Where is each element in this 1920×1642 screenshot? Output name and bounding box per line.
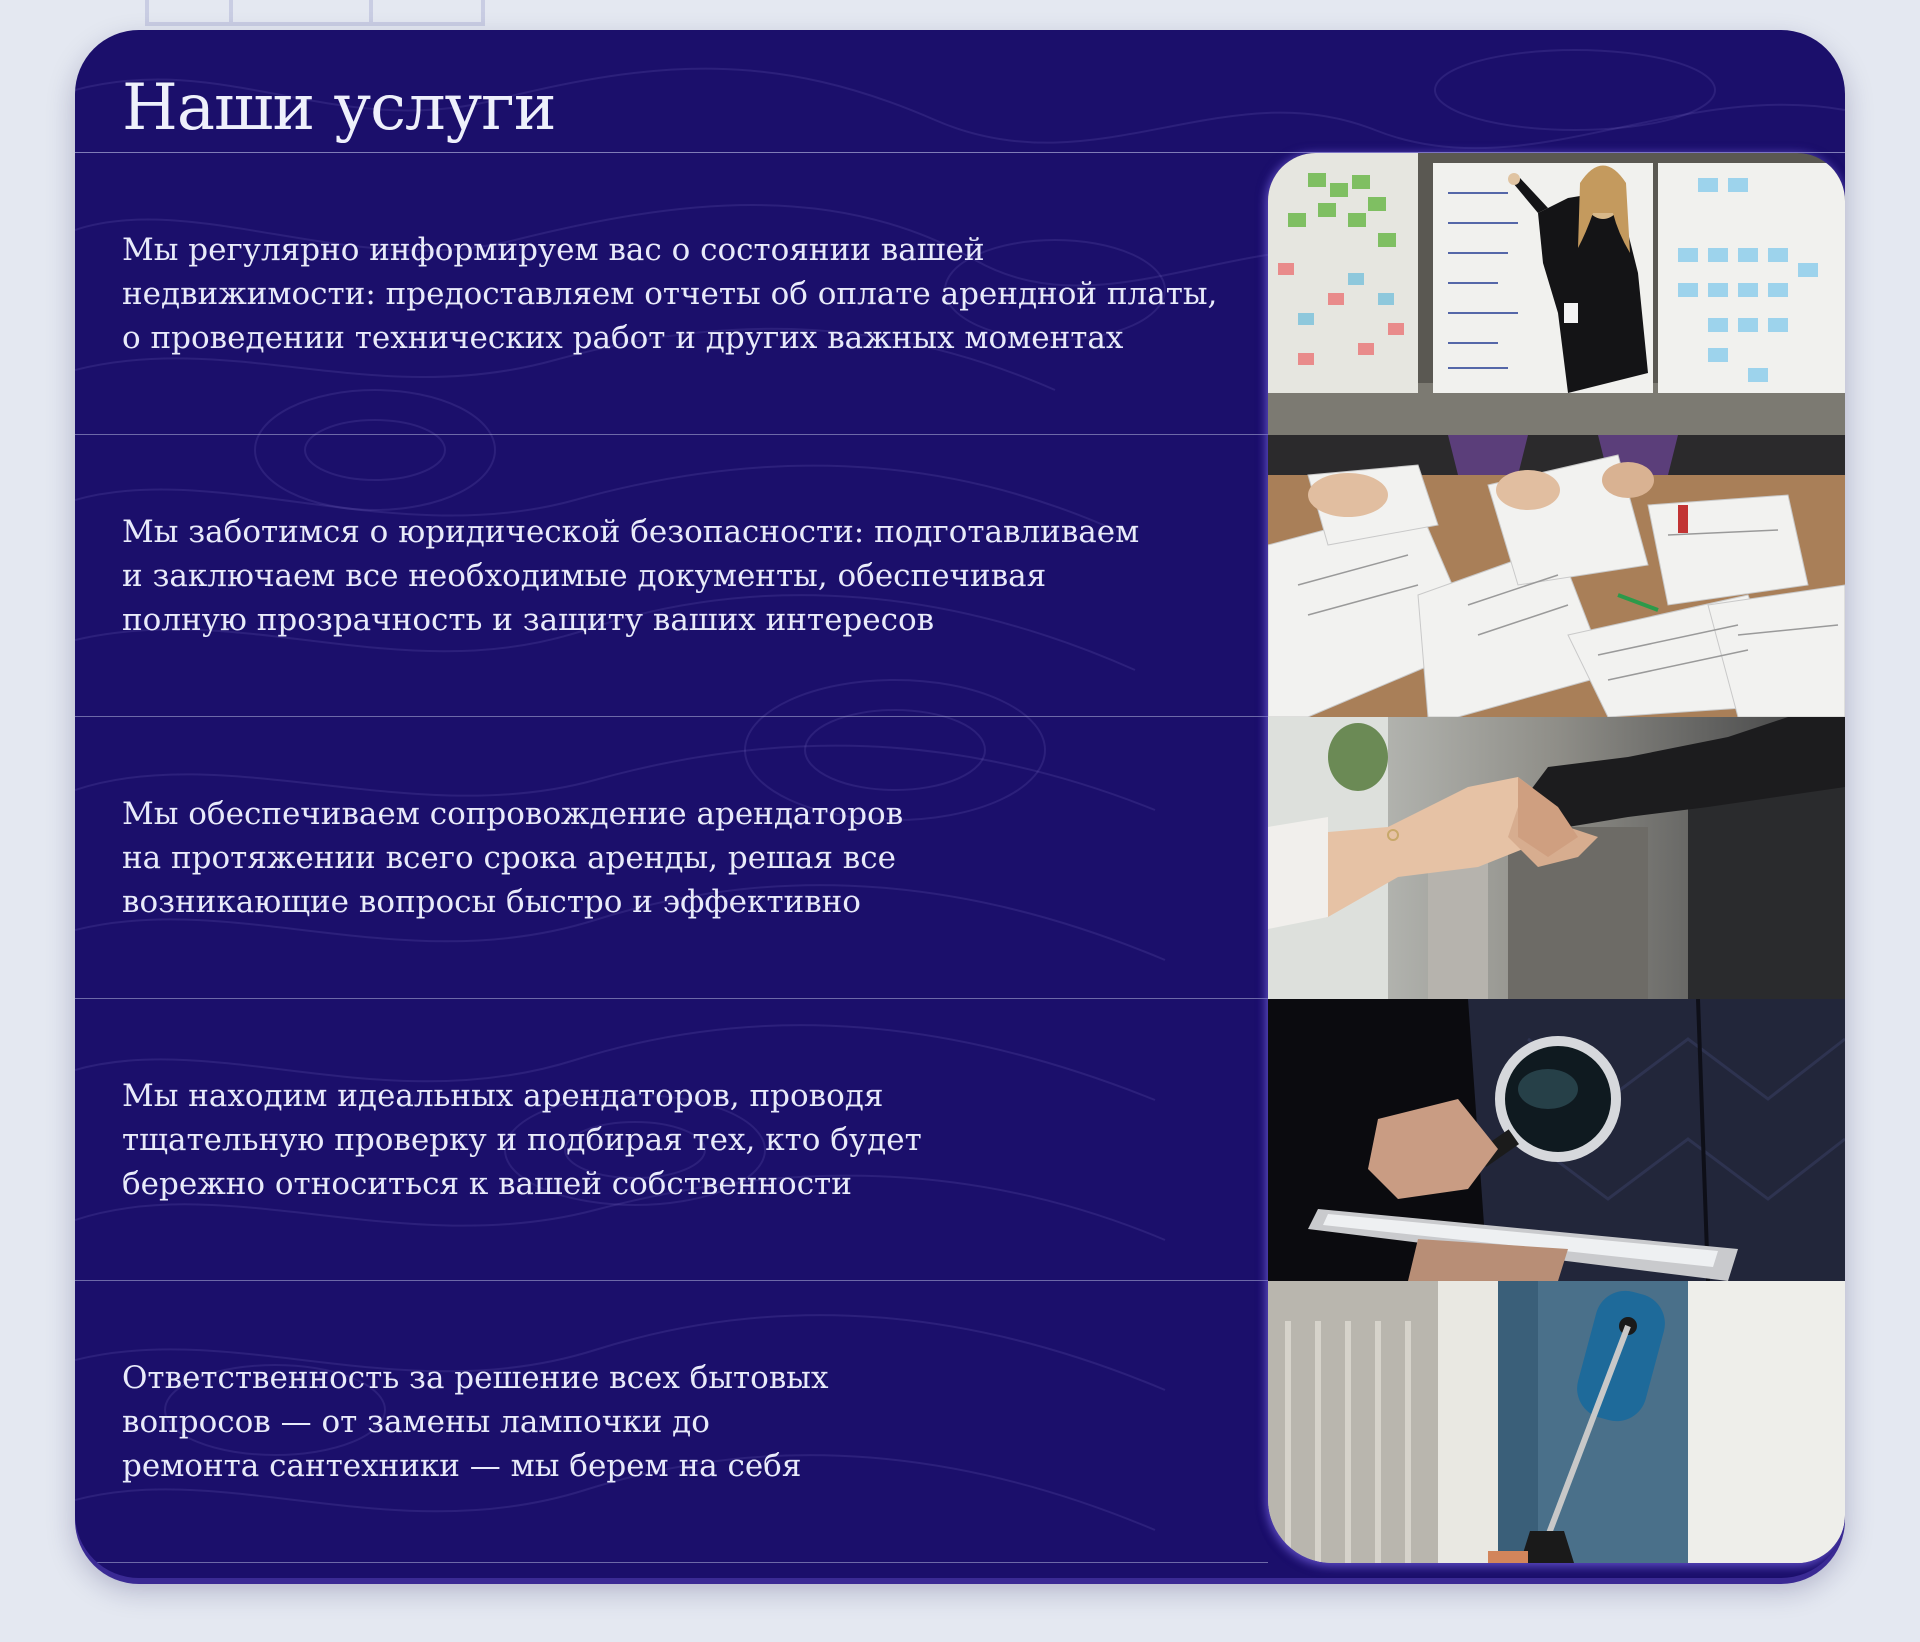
- service-description: Мы заботимся о юридической безопасности: подготавливаем и заключаем все необходимые документы, обеспечивая полную прозрачность и защиту ваших интересов: [122, 513, 1140, 638]
- service-text-cell: [75, 999, 1268, 1281]
- services-card: [75, 30, 1845, 1578]
- service-description: Ответственность за решение всех бытовых вопросов — от замены лампочки до ремонта сантехники — мы берем на себя: [122, 1359, 829, 1484]
- service-text-cell: [75, 153, 1268, 435]
- service-text-cell: [75, 1281, 1268, 1563]
- service-text-cell: [75, 435, 1268, 717]
- photo-column: [1268, 153, 1845, 1563]
- magnifying-glass-tablet-photo: [1268, 999, 1845, 1281]
- handshake-photo: [1268, 717, 1845, 999]
- services-list: [75, 153, 1845, 1563]
- service-description: Мы находим идеальных арендаторов, проводя тщательную проверку и подбирая тех, кто будет бережно относиться к вашей собственности: [122, 1077, 922, 1202]
- service-description: Мы обеспечиваем сопровождение арендаторов на протяжении всего срока аренды, решая все возникающие вопросы быстро и эффективно: [122, 795, 904, 920]
- paint-roller-photo: [1268, 1281, 1845, 1563]
- service-description: Мы регулярно информируем вас о состоянии вашей недвижимости: предоставляем отчеты об оплате арендной платы, о проведении технических работ и других важных моментах: [122, 231, 1218, 356]
- page-title: Наши услуги: [122, 71, 556, 145]
- whiteboard-presentation-photo: [1268, 153, 1845, 435]
- background-decoration: [145, 0, 485, 26]
- documents-on-table-photo: [1268, 435, 1845, 717]
- service-text-cell: [75, 717, 1268, 999]
